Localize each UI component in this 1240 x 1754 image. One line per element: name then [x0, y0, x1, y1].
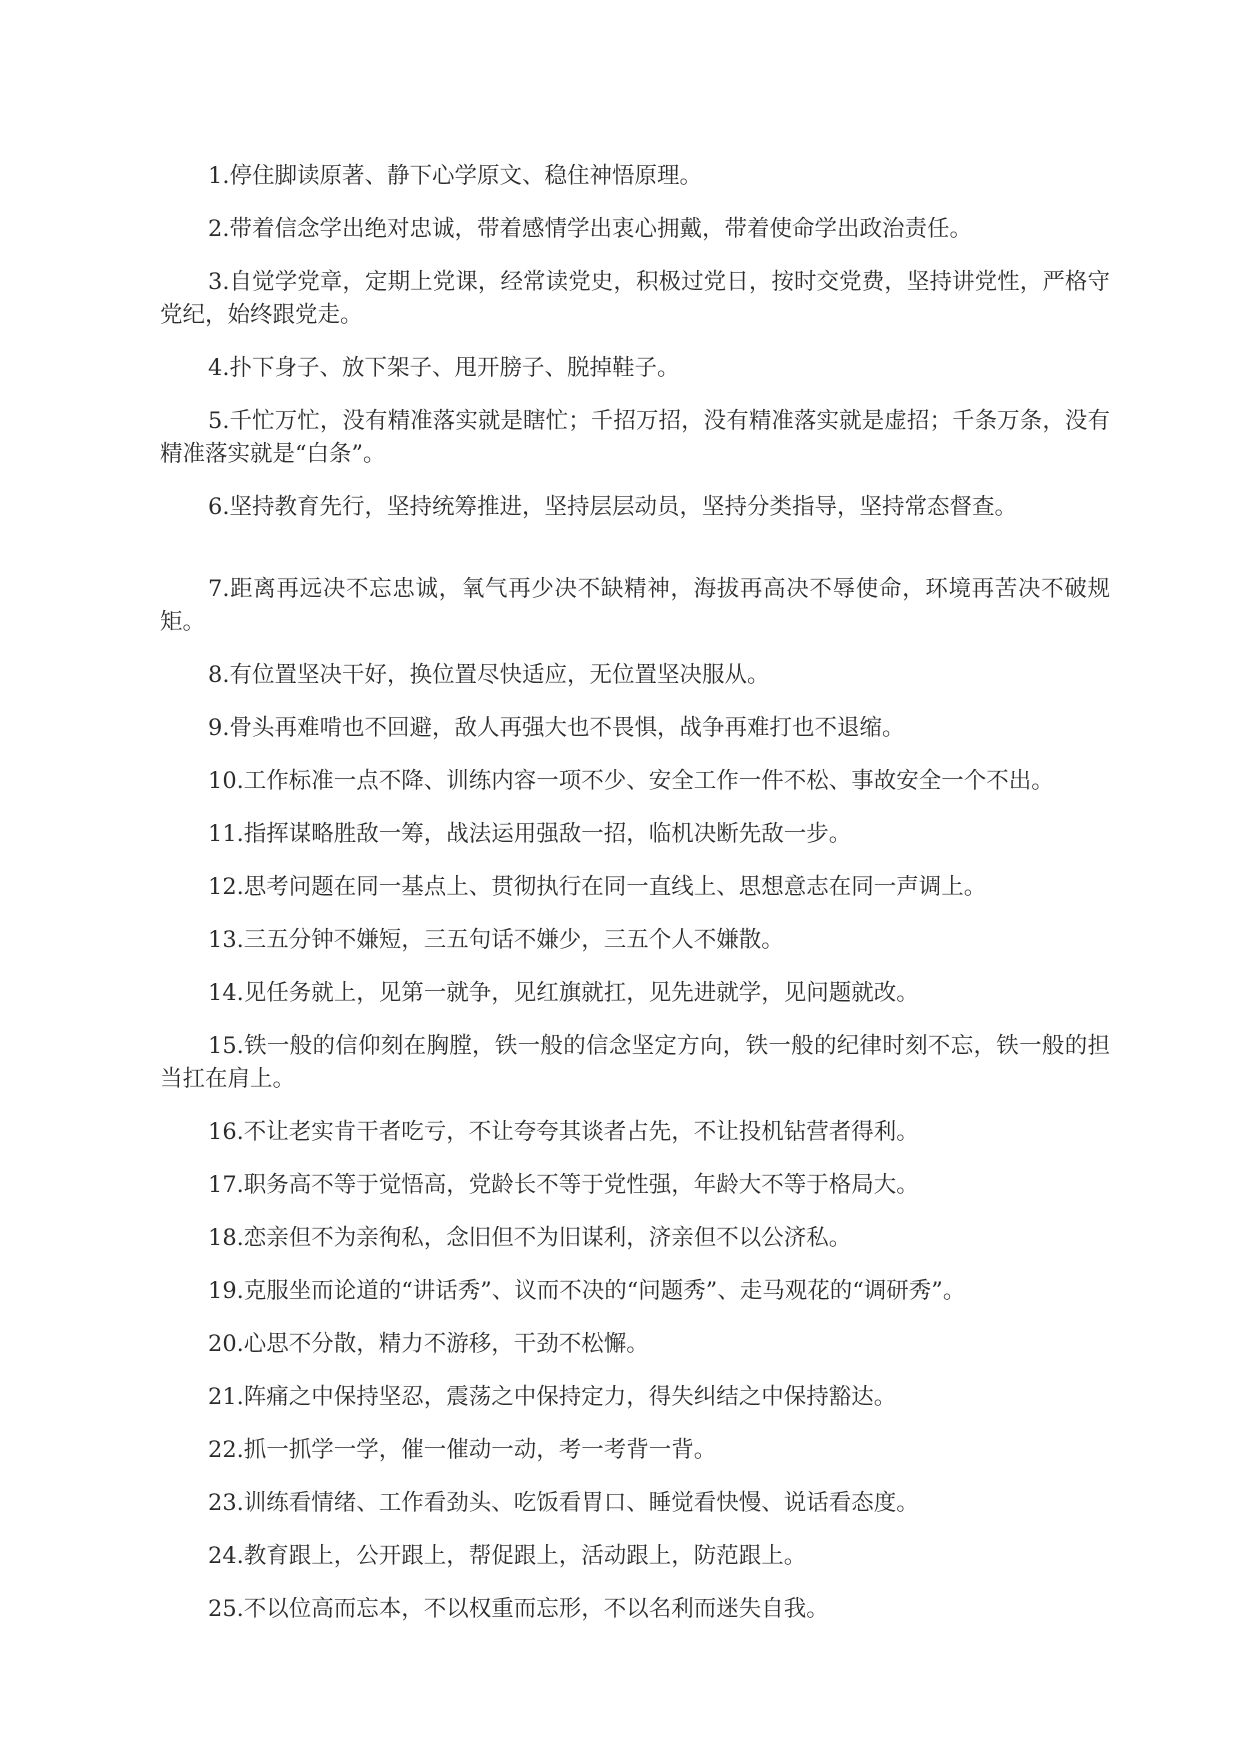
- list-item: [160, 1275, 1110, 1308]
- item-text: 扑下身子、放下架子、甩开膀子、脱掉鞋子。: [229, 355, 680, 381]
- item-number: 10.: [208, 768, 244, 794]
- list-item: [160, 352, 1110, 385]
- list-item: [160, 924, 1110, 957]
- item-number: 5.: [208, 408, 230, 434]
- list-item: [160, 1487, 1110, 1520]
- list-item: [160, 1116, 1110, 1149]
- item-number: 8.: [208, 662, 230, 688]
- item-number: 20.: [208, 1331, 244, 1357]
- item-number: 13.: [208, 927, 244, 953]
- item-text: 恋亲但不为亲徇私，念旧但不为旧谋利，济亲但不以公济私。: [243, 1225, 852, 1251]
- item-number: 1.: [208, 163, 230, 189]
- item-number: 14.: [208, 980, 244, 1006]
- list-item: [160, 1540, 1110, 1573]
- item-text: 铁一般的信仰刻在胸膛，铁一般的信念坚定方向，铁一般的纪律时刻不忘，铁一般的担当扛在肩上。: [160, 1033, 1110, 1092]
- list-item: [160, 765, 1110, 798]
- list-item: [160, 1169, 1110, 1202]
- list-item: [160, 213, 1110, 246]
- item-number: 23.: [208, 1490, 244, 1516]
- item-number: 18.: [208, 1225, 244, 1251]
- item-number: 7.: [208, 576, 230, 602]
- item-text: 指挥谋略胜敌一筹，战法运用强敌一招，临机决断先敌一步。: [243, 821, 852, 847]
- item-number: 24.: [208, 1543, 244, 1569]
- item-text: 职务高不等于觉悟高，党龄长不等于党性强，年龄大不等于格局大。: [243, 1172, 919, 1198]
- item-text: 不以位高而忘本，不以权重而忘形，不以名利而迷失自我。: [243, 1596, 829, 1622]
- item-text: 思考问题在同一基点上、贯彻执行在同一直线上、思想意志在同一声调上。: [243, 874, 987, 900]
- list-item: [160, 712, 1110, 745]
- item-text: 克服坐而论道的“讲话秀”、议而不决的“问题秀”、走马观花的“调研秀”。: [243, 1278, 966, 1304]
- item-number: 12.: [208, 874, 244, 900]
- item-number: 17.: [208, 1172, 244, 1198]
- list-item: [160, 659, 1110, 692]
- item-number: 25.: [208, 1596, 244, 1622]
- item-text: 心思不分散，精力不游移，干劲不松懈。: [243, 1331, 649, 1357]
- item-text: 有位置坚决干好，换位置尽快适应，无位置坚决服从。: [229, 662, 770, 688]
- list-item: [160, 977, 1110, 1010]
- item-number: 2.: [208, 216, 230, 242]
- list-item: [160, 1381, 1110, 1414]
- item-number: 11.: [208, 821, 244, 847]
- item-text: 抓一抓学一学，催一催动一动，考一考背一背。: [243, 1437, 717, 1463]
- list-item: [160, 1434, 1110, 1467]
- list-item: [160, 405, 1110, 471]
- list-item: [160, 160, 1110, 193]
- item-text: 距离再远决不忘忠诚，氧气再少决不缺精神，海拔再高决不辱使命，环境再苦决不破规矩。: [160, 576, 1110, 635]
- item-number: 16.: [208, 1119, 244, 1145]
- list-item: [160, 1328, 1110, 1361]
- item-text: 三五分钟不嫌短，三五句话不嫌少，三五个人不嫌散。: [243, 927, 784, 953]
- item-number: 21.: [208, 1384, 244, 1410]
- item-number: 22.: [208, 1437, 244, 1463]
- item-text: 阵痛之中保持坚忍，震荡之中保持定力，得失纠结之中保持豁达。: [243, 1384, 897, 1410]
- item-text: 自觉学党章，定期上党课，经常读党史，积极过党日，按时交党费，坚持讲党性，严格守党纪，始终跟党走。: [160, 269, 1110, 328]
- list-item: [160, 818, 1110, 851]
- item-number: 4.: [208, 355, 230, 381]
- list-item: [160, 573, 1110, 639]
- list-item: [160, 1222, 1110, 1255]
- list-item: [160, 871, 1110, 904]
- item-text: 千忙万忙，没有精准落实就是瞎忙；千招万招，没有精准落实就是虚招；千条万条，没有精准落实就是“白条”。: [160, 408, 1110, 467]
- list-item: [160, 1593, 1110, 1626]
- item-number: 3.: [208, 269, 230, 295]
- item-number: 15.: [208, 1033, 244, 1059]
- list-item: [160, 1030, 1110, 1096]
- item-text: 坚持教育先行，坚持统筹推进，坚持层层动员，坚持分类指导，坚持常态督查。: [229, 494, 1017, 520]
- item-text: 骨头再难啃也不回避，敌人再强大也不畏惧，战争再难打也不退缩。: [229, 715, 905, 741]
- numbered-list: [160, 160, 1110, 1646]
- item-text: 带着信念学出绝对忠诚，带着感情学出衷心拥戴，带着使命学出政治责任。: [229, 216, 972, 242]
- item-text: 工作标准一点不降、训练内容一项不少、安全工作一件不松、事故安全一个不出。: [243, 768, 1054, 794]
- item-text: 不让老实肯干者吃亏，不让夸夸其谈者占先，不让投机钻营者得利。: [243, 1119, 919, 1145]
- item-text: 停住脚读原著、静下心学原文、稳住神悟原理。: [229, 163, 702, 189]
- item-text: 训练看情绪、工作看劲头、吃饭看胃口、睡觉看快慢、说话看态度。: [243, 1490, 919, 1516]
- list-item: [160, 266, 1110, 332]
- item-number: 9.: [208, 715, 230, 741]
- item-text: 教育跟上，公开跟上，帮促跟上，活动跟上，防范跟上。: [243, 1543, 807, 1569]
- item-text: 见任务就上，见第一就争，见红旗就扛，见先进就学，见问题就改。: [243, 980, 919, 1006]
- item-number: 19.: [208, 1278, 244, 1304]
- list-item: [160, 491, 1110, 524]
- item-number: 6.: [208, 494, 230, 520]
